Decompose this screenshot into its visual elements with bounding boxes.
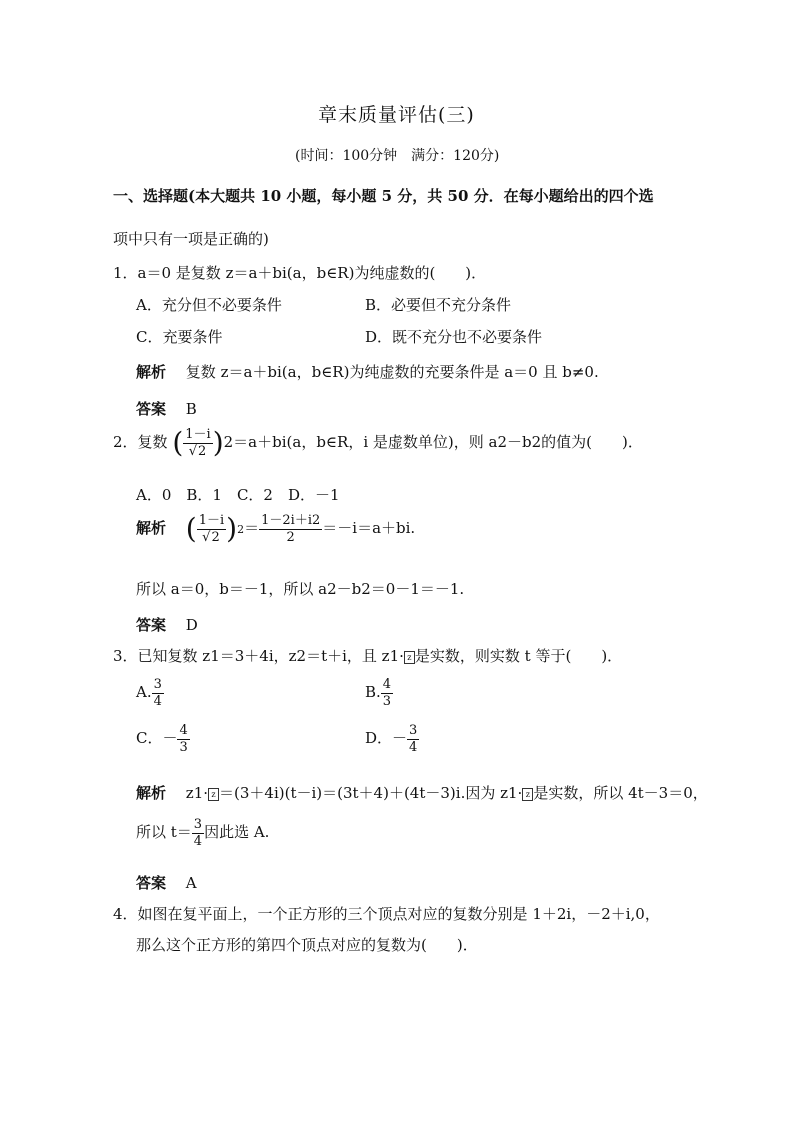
section-heading-line1: 一、选择题(本大题共 10 小题，每小题 5 分，共 50 分．在每小题给出的四个选 (113, 187, 654, 205)
q3-analysis-line2: 所以 t＝ $\frac{3}{4}$ 因此选 A. (136, 817, 270, 849)
q2-analysis-fraction2: $\frac{1-2i+i2}{2}$ (261, 513, 321, 545)
q1-answer-value: B (185, 400, 197, 418)
q1-analysis (136, 361, 599, 382)
analysis-label: 解析 (136, 363, 167, 381)
conjugate-box-icon: z (404, 651, 415, 664)
conjugate-box-icon: z (522, 788, 533, 801)
q1-stem: 1．a＝0 是复数 z＝a＋bi(a，b∈R)为纯虚数的( )． (113, 264, 487, 282)
q3-option-a: A. $\frac{3}{4}$ (136, 677, 162, 709)
q3-answer-value: A (185, 874, 197, 892)
q1-option-c: C．充要条件 (136, 328, 223, 346)
q3-option-d: D．－ $\frac{3}{4}$ (365, 723, 418, 755)
q2-answer-value: D (185, 616, 198, 634)
conjugate-box-icon: z (208, 788, 219, 801)
answer-label: 答案 (136, 874, 167, 892)
q1-answer (136, 398, 197, 419)
q3-option-b: B. $\frac{4}{3}$ (365, 677, 392, 709)
q2-analysis-fraction1: $\frac{1-i}{√2}$ (198, 513, 225, 545)
q2-analysis-rest: ＝－i＝a＋bi. (322, 519, 416, 538)
page-subtitle: (时间：100分钟 满分：120分) (295, 148, 500, 164)
q3-analysis: 解析 z1· z ＝(3＋4i)(t－i)＝(3t＋4)＋(4t－3)i.因为 z1· z 是实数，所以 4t－3＝0， (136, 784, 708, 802)
section-heading-line2: 项中只有一项是正确的) (113, 230, 269, 248)
analysis-label: 解析 (136, 784, 167, 802)
page-title: 章末质量评估(三) (318, 104, 475, 126)
q2-options: A．0 B．1 C．2 D．－1 (136, 486, 340, 504)
q1-option-d: D．既不充分也不必要条件 (365, 328, 543, 346)
q4-stem-line1: 4．如图在复平面上，一个正方形的三个顶点对应的复数分别是 1＋2i，－2＋i,0， (113, 905, 660, 923)
q2-analysis-line2: 所以 a＝0，b＝－1，所以 a2－b2＝0－1＝－1. (136, 580, 465, 598)
q4-stem-line2: 那么这个正方形的第四个顶点对应的复数为( )． (136, 936, 478, 954)
answer-label: 答案 (136, 400, 167, 418)
q2-fraction: $\frac{1-i}{√2}$ (185, 427, 211, 459)
q2-stem-rest: 2＝a＋bi(a，b∈R，i 是虚数单位)，则 a2－b2的值为( )． (223, 433, 643, 452)
q1-option-a: A．充分但不必要条件 (136, 296, 282, 314)
q3-option-c: C．－ $\frac{4}{3}$ (136, 723, 188, 755)
analysis-label: 解析 (136, 519, 167, 538)
q2-analysis: 解析 ( $\frac{1-i}{√2}$ )2＝ $\frac{1-2i+i2}{2}$ ＝－i＝a＋bi. (136, 512, 416, 546)
q2-number: 2．复数 (113, 433, 168, 452)
q1-analysis-text: 复数 z＝a＋bi(a，b∈R)为纯虚数的充要条件是 a＝0 且 b≠0. (185, 363, 599, 381)
answer-label: 答案 (136, 616, 167, 634)
q3-answer (136, 872, 197, 893)
q2-stem: 2．复数 ( $\frac{1-i}{√2}$ )2＝a＋bi(a，b∈R，i 是虚数单位)，则 a2－b2的值为( )． (113, 426, 643, 460)
q2-answer (136, 614, 198, 635)
q1-option-b: B．必要但不充分条件 (365, 296, 512, 314)
q3-stem: 3．已知复数 z1＝3＋4i，z2＝t＋i，且 z1· z 是实数，则实数 t 等于( )． (113, 647, 623, 665)
